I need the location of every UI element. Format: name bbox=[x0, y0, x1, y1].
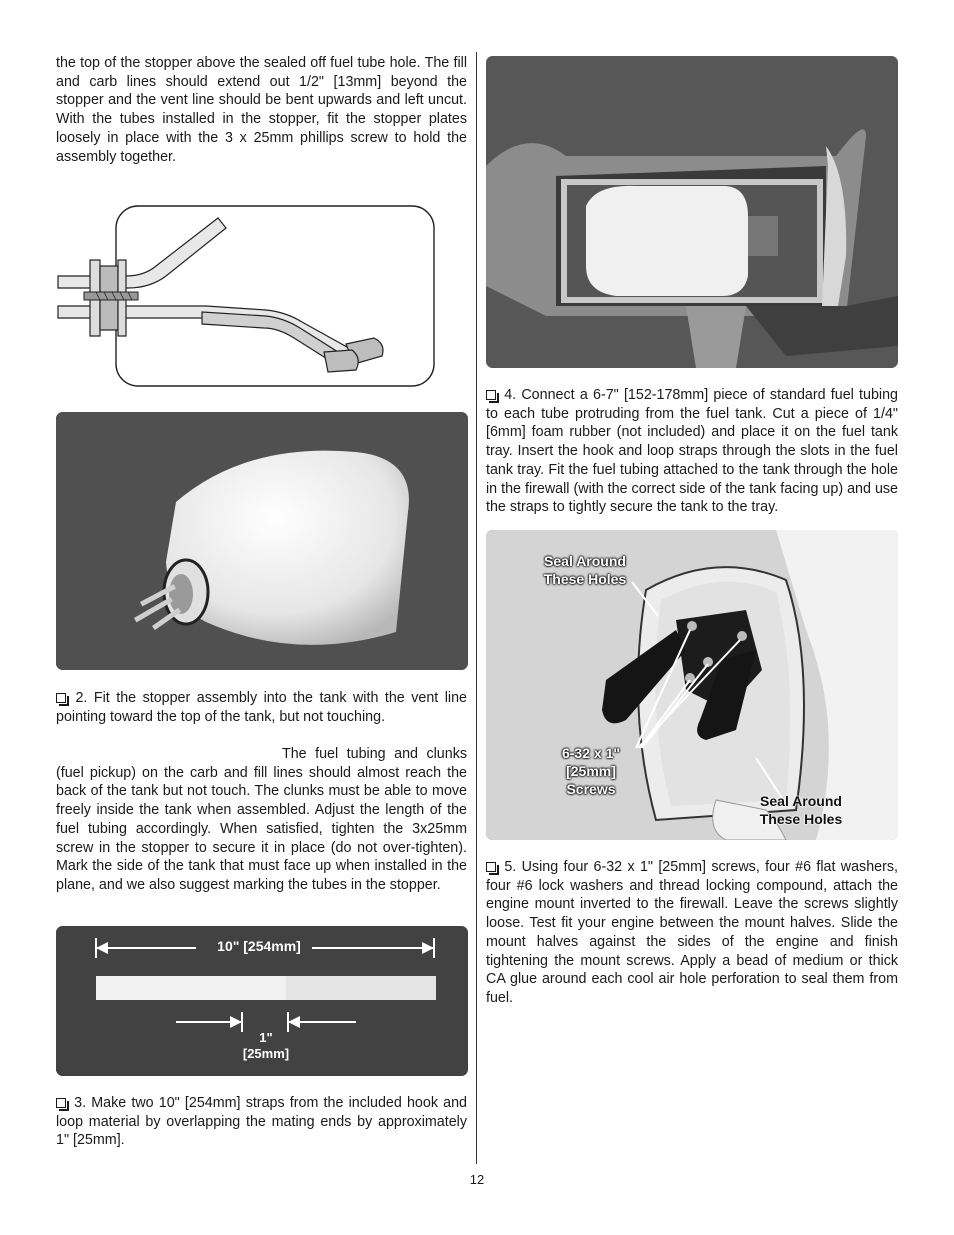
tank-installed-photo bbox=[486, 56, 898, 368]
step-5-checkbox[interactable] bbox=[486, 862, 496, 872]
column-divider bbox=[476, 52, 477, 1164]
strap-photo bbox=[56, 926, 468, 1076]
overlap-label-inches: 1" bbox=[259, 1030, 273, 1045]
step-4-checkbox[interactable] bbox=[486, 390, 496, 400]
stopper-diagram bbox=[56, 204, 438, 388]
step-3-text: 3. Make two 10" [254mm] straps from the included hook and loop material by overlapping the mating ends by approximately 1" [25mm]. bbox=[56, 1095, 467, 1149]
fuel-tubing-paragraph: The fuel tubing and clunks (fuel pickup) on the carb and fill lines should almost reach the back of the tank but not touch. The clunks must be able to move freely inside the tank when assembled. Adjust the length of the fuel tubing accordingly. When satisfied, tighten the 3x25mm screw in the stopper to secure it in place (do not over-tighten). Mark the side of the tank that must face up when installed in the plane, and we also suggest marking the tubes in the stopper. bbox=[56, 746, 467, 893]
seal-holes-top-label: Seal Around These Holes bbox=[543, 553, 627, 587]
step-4-text: 4. Connect a 6-7" [152-178mm] piece of standard fuel tubing to each tube protruding from the fuel tank. Cut a piece of 1/4" [6mm] foam rubber (not included) and place it on the fuel tank tray. Insert the hook and loop straps through the slots in the fuel tank tray. Fit the fuel tubing attached to the tank through the hole in the firewall (with the correct side of the tank facing up) and use the straps to tightly secure the tank to the tray. bbox=[486, 387, 898, 516]
left-column bbox=[56, 54, 467, 166]
screws-label: 6-32 x 1" [25mm] Screws bbox=[561, 745, 620, 797]
page-number: 12 bbox=[469, 1172, 485, 1187]
overlap-label-mm: [25mm] bbox=[242, 1046, 290, 1061]
step-2-text: 2. Fit the stopper assembly into the tank with the vent line pointing toward the top of the tank, but not touching. bbox=[56, 690, 467, 725]
step-5-text: 5. Using four 6-32 x 1" [25mm] screws, four #6 flat washers, four #6 lock washers and thread locking compound, attach the engine mount inverted to the firewall. Leave the screws slightly loose. Test fit your engine between the mount halves. Slide the mount halves against the sides of the engine and finish tightening the mount screws. Apply a bead of medium or thick CA glue around each cool air hole perforation to seal them from fuel. bbox=[486, 859, 898, 1006]
intro-paragraph: the top of the stopper above the sealed off fuel tube hole. The fill and carb lines should extend out 1/2" [13mm] beyond the stopper and the vent line should be bent upwards and left uncut. With the tubes installed in the stopper, fit the stopper plates loosely in place with the 3 x 25mm phillips screw to hold the assembly together. bbox=[56, 55, 467, 165]
step-3-checkbox[interactable] bbox=[56, 1098, 66, 1108]
strap-length-label: 10" [254mm] bbox=[217, 938, 301, 954]
step-2-checkbox[interactable] bbox=[56, 693, 66, 703]
fuel-tank-photo bbox=[56, 412, 468, 670]
seal-holes-bottom-label: Seal Around These Holes bbox=[759, 793, 843, 827]
engine-mount-photo bbox=[486, 530, 898, 840]
